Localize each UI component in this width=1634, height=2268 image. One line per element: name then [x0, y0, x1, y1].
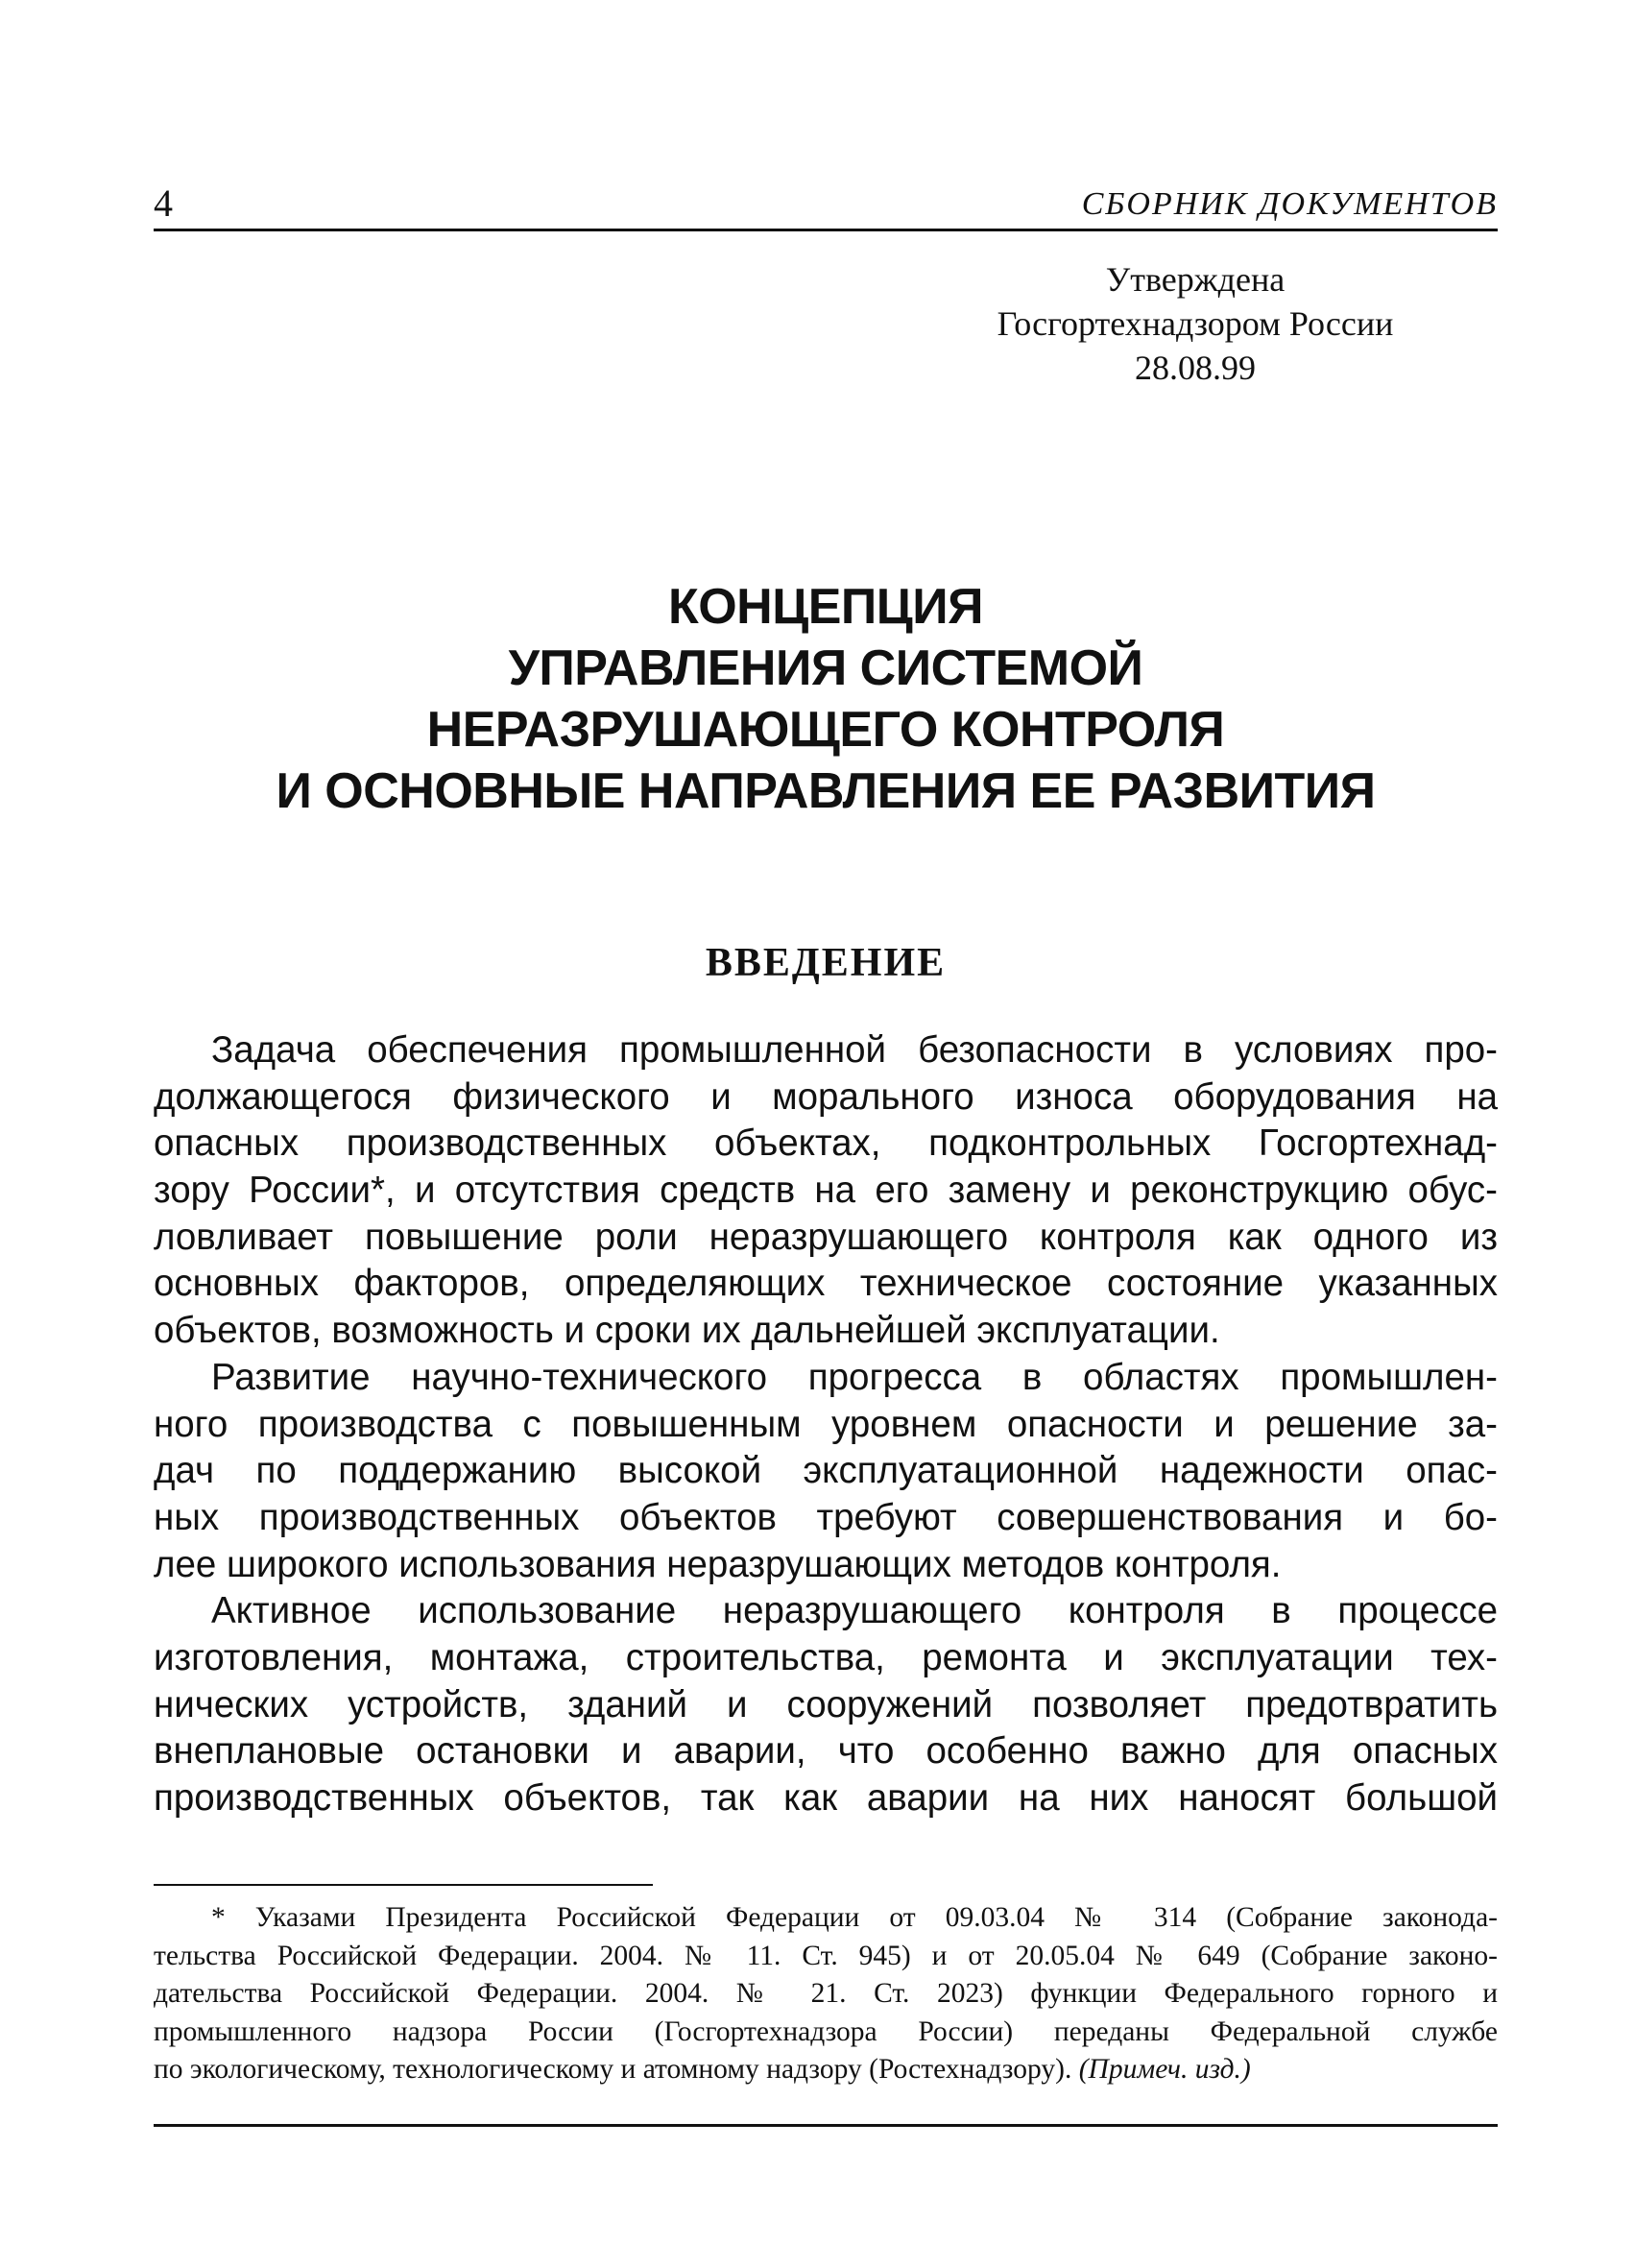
text-line: основных факторов, определяющих техническое состояние указанных: [154, 1263, 1498, 1305]
footnote-line: тельства Российской Федерации. 2004. № 11. Ст. 945) и от 20.05.04 № 649 (Собрание законо-: [154, 1940, 1498, 1971]
title-line: НЕРАЗРУШАЮЩЕГО КОНТРОЛЯ: [426, 702, 1225, 758]
text-line: ного производства с повышенным уровнем опасности и решение за-: [154, 1403, 1498, 1445]
approval-line: Утверждена: [1105, 260, 1286, 299]
text-line: опасных производственных объектах, подконтрольных Госгортехнад-: [154, 1122, 1498, 1165]
text-line: внеплановые остановки и аварии, что особенно важно для опасных: [154, 1730, 1498, 1773]
body-text: [154, 1027, 1498, 1822]
bottom-rule: [154, 2124, 1498, 2127]
text-line: Активное использование неразрушающего контроля в процессе: [211, 1590, 1498, 1632]
title-line: И ОСНОВНЫЕ НАПРАВЛЕНИЯ ЕЕ РАЗВИТИЯ: [276, 763, 1376, 819]
text-line: объектов, возможность и сроки их дальнейшей эксплуатации.: [154, 1310, 1220, 1352]
document-title: [154, 576, 1498, 822]
paragraph: [154, 1027, 1498, 1355]
section-heading: ВВЕДЕНИЕ: [705, 941, 947, 985]
collection-title: СБОРНИК ДОКУМЕНТОВ: [1081, 186, 1498, 222]
text-line: производственных объектов, так как аварии на них наносят большой: [154, 1777, 1498, 1819]
approval-date: 28.08.99: [1135, 349, 1256, 387]
footnote-line: промышленного надзора России (Госгортехнадзора России) переданы Федеральной службе: [154, 2015, 1498, 2047]
title-line: КОНЦЕПЦИЯ: [667, 579, 983, 635]
paragraph: [154, 1355, 1498, 1588]
text-line: должающегося физического и морального износа оборудования на: [154, 1075, 1498, 1118]
footnote-line: * Указами Президента Российской Федерации от 09.03.04 № 314 (Собрание законода-: [211, 1902, 1498, 1933]
text-line: дач по поддержанию высокой эксплуатационной надежности опас-: [154, 1450, 1498, 1492]
title-line: УПРАВЛЕНИЯ СИСТЕМОЙ: [508, 640, 1143, 696]
text-line: ловливает повышение роли неразрушающего контроля как одного из: [154, 1216, 1498, 1258]
running-header: [154, 175, 1498, 231]
approval-line: Госгортехнадзором России: [997, 304, 1394, 343]
text-line: Развитие научно-технического прогресса в областях промышлен-: [211, 1356, 1498, 1398]
paragraph: [154, 1588, 1498, 1822]
text-line: Задача обеспечения промышленной безопасности в условиях про-: [211, 1029, 1498, 1071]
text-line: лее широкого использования неразрушающих методов контроля.: [154, 1543, 1282, 1585]
footnote: [154, 1899, 1498, 2089]
footnote-separator: [154, 1884, 653, 1886]
footnote-line-last: [154, 2051, 1498, 2089]
publisher-note: (Примеч. изд.): [1078, 2054, 1251, 2085]
text-line: ных производственных объектов требуют совершенствования и бо-: [154, 1496, 1498, 1538]
footnote-text: по экологическому, технологическому и атомному надзору (Ростехнадзору).: [154, 2054, 1079, 2085]
page-number: 4: [154, 181, 173, 225]
text-line: нических устройств, зданий и сооружений позволяет предотвратить: [154, 1683, 1498, 1725]
footnote-line: дательства Российской Федерации. 2004. № 21. Ст. 2023) функции Федерального горного и: [154, 1978, 1498, 2009]
text-line: изготовления, монтажа, строительства, ремонта и эксплуатации тех-: [154, 1636, 1498, 1678]
approval-block: [970, 257, 1421, 390]
text-line: зору России*, и отсутствия средств на его замену и реконструкцию обус-: [154, 1170, 1498, 1212]
